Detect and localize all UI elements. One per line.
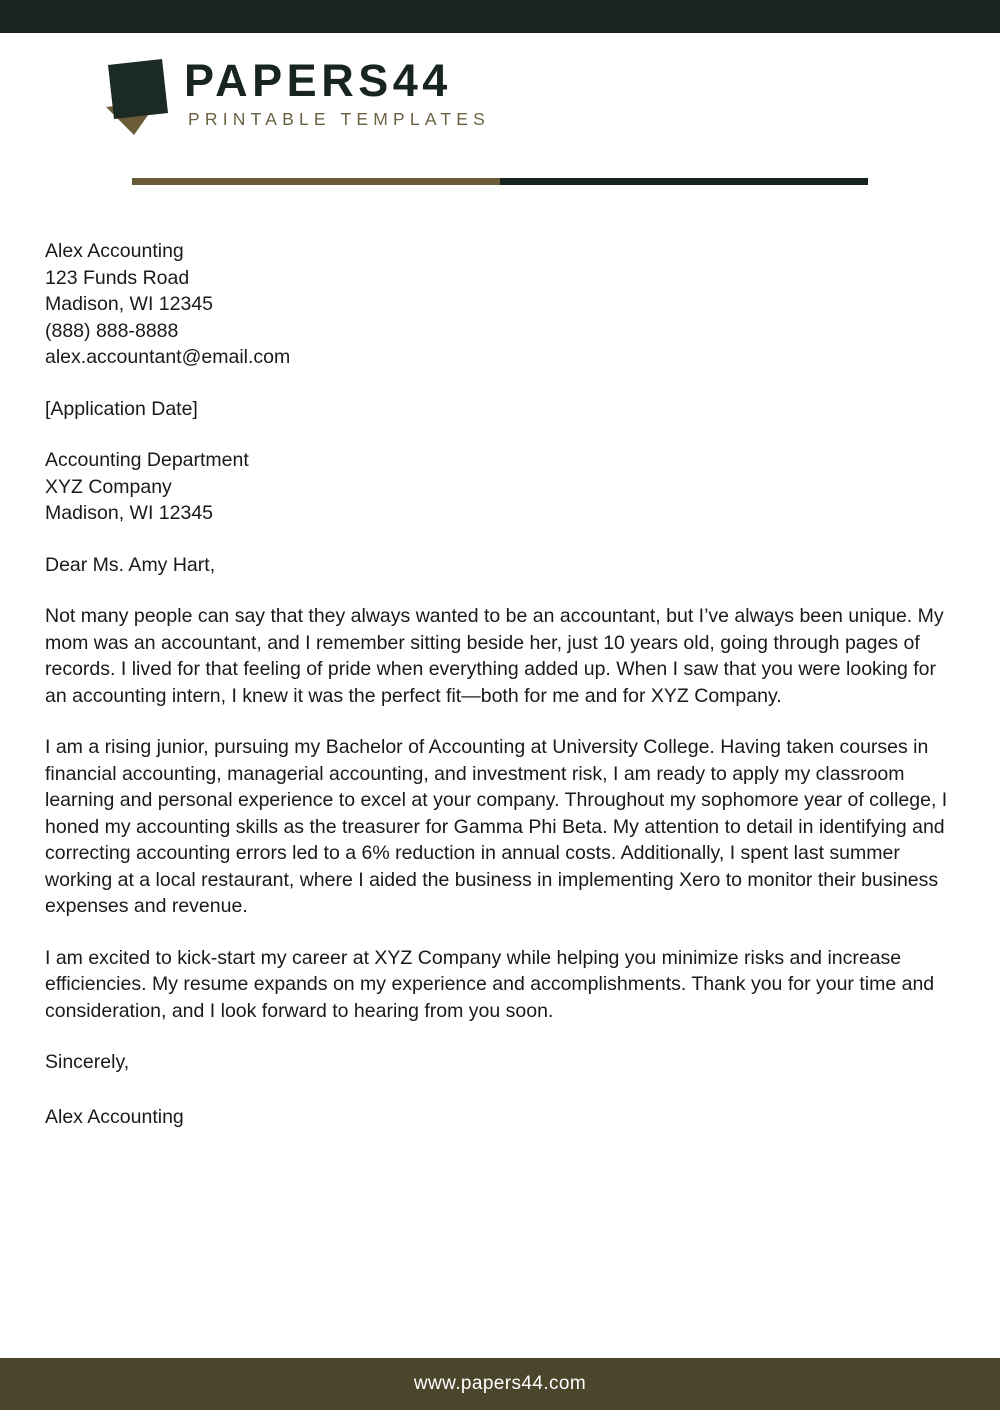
recipient-address-block — [45, 447, 957, 527]
sender-address-block — [45, 238, 957, 371]
cover-letter-body — [45, 238, 957, 1130]
salutation-block — [45, 552, 957, 579]
recipient-company: XYZ Company — [45, 475, 172, 498]
brand-tagline: PRINTABLE TEMPLATES — [188, 109, 491, 129]
divider-right-segment — [500, 178, 868, 185]
recipient-city-state-zip: Madison, WI 12345 — [45, 502, 214, 524]
closing-phrase: Sincerely, — [45, 1051, 130, 1073]
signature-block — [45, 1104, 957, 1131]
divider-left-segment — [132, 178, 500, 185]
sender-name: Alex Accounting — [45, 240, 184, 262]
letterhead-header — [0, 33, 1000, 160]
top-accent-bar — [0, 0, 1000, 33]
footer-bar — [0, 1358, 1000, 1410]
application-date-block — [45, 396, 957, 423]
body-paragraph-1: Not many people can say that they always wanted to be an accountant, but I’ve always been unique. My mom was an accountant, and I remember sitting beside her, just 10 years old, going through pages of records. I lived for that feeling of pride when everything added up. When I saw that you were looking for an accounting intern, I knew it was the perfect fit—both for me and for XYZ Company. — [45, 605, 944, 707]
brand-logo — [100, 55, 490, 135]
body-paragraph-3: I am excited to kick-start my career at XYZ Company while helping you minimize risks and increase efficiencies. My resume expands on my experience and accomplishments. Thank you for your time and consideration, and I look forward to hearing from you soon. — [45, 946, 935, 1022]
body-paragraph-2: I am a rising junior, pursuing my Bachelor of Accounting at University College. Having taken courses in financial accounting, managerial accounting, and investment risk, I am ready to apply my classroom learning and personal experience to excel at your company. Throughout my sophomore year of college, I honed my accounting skills as the treasurer for Gamma Phi Beta. My attention to detail in identifying and correcting accounting errors led to a 6% reduction in annual costs. Additionally, I spent last summer working at a local restaurant, where I aided the business in implementing Xero to monitor their business expenses and revenue. — [45, 736, 948, 917]
tilted-square-with-triangle-icon — [100, 55, 172, 135]
brand-text — [184, 55, 490, 130]
closing-block — [45, 1049, 957, 1076]
footer-website-url: www.papers44.com — [413, 1373, 587, 1394]
salutation: Dear Ms. Amy Hart, — [45, 553, 216, 576]
recipient-department: Accounting Department — [45, 449, 249, 471]
signature-name: Alex Accounting — [45, 1105, 184, 1128]
sender-street: 123 Funds Road — [45, 266, 190, 289]
sender-email: alex.accountant@email.com — [45, 346, 291, 368]
header-divider — [132, 178, 868, 185]
sender-phone: (888) 888-8888 — [45, 319, 179, 342]
application-date: [Application Date] — [45, 397, 198, 420]
sender-city-state-zip: Madison, WI 12345 — [45, 293, 214, 315]
brand-wordmark: PAPERS44 — [184, 55, 452, 106]
